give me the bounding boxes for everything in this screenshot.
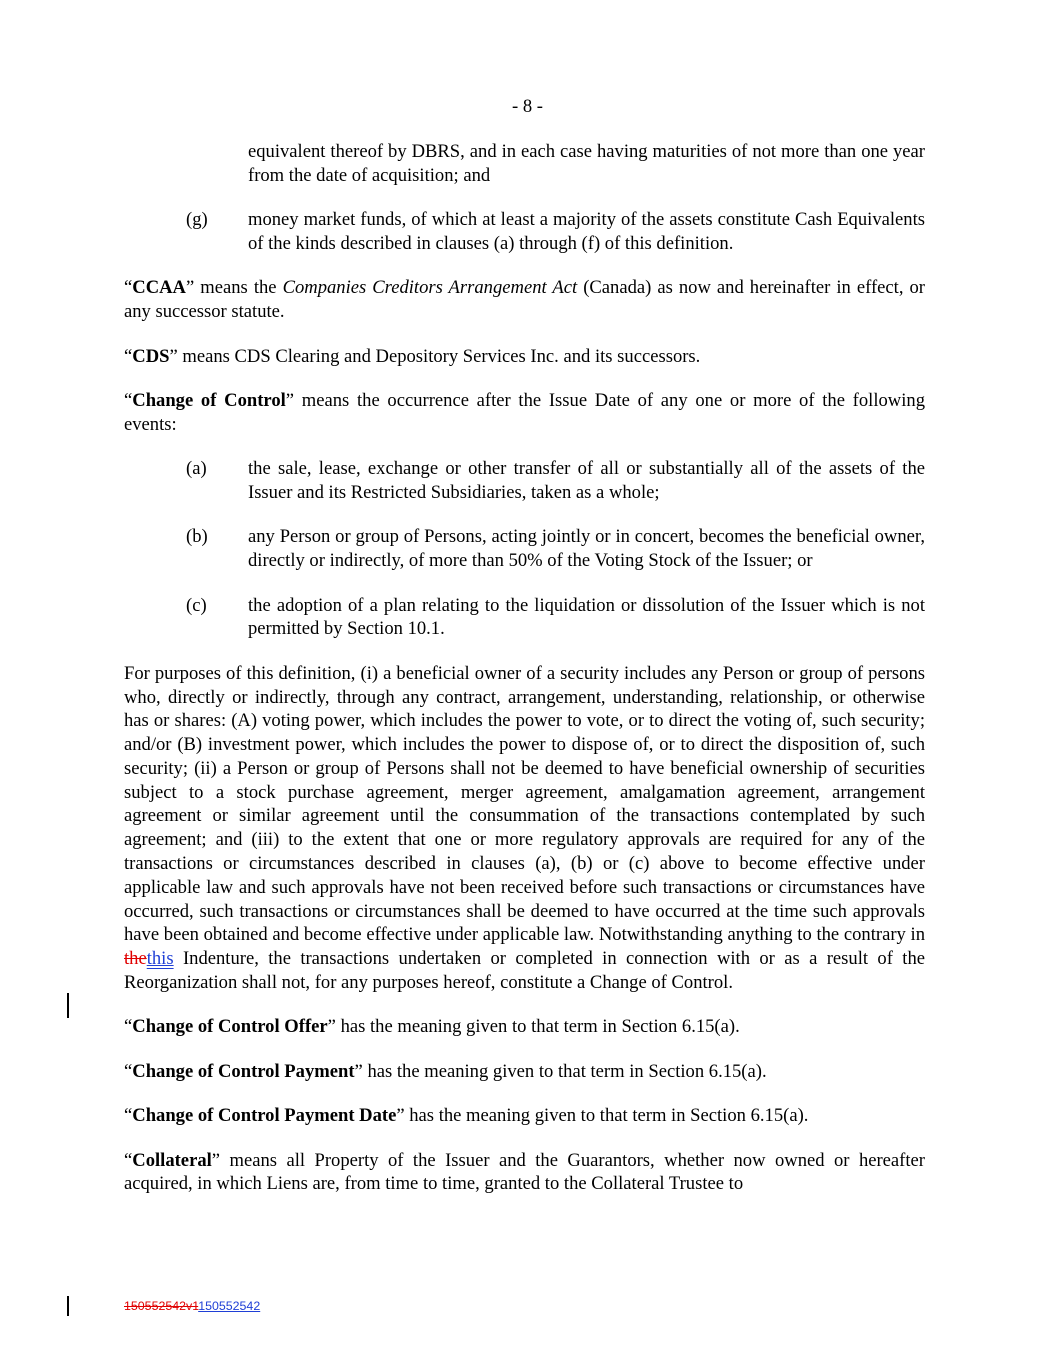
open-quote: “ xyxy=(124,1060,133,1082)
defined-term: CCAA xyxy=(132,277,186,299)
open-quote: “ xyxy=(124,1149,133,1171)
clause-c xyxy=(124,594,925,642)
definition-cds xyxy=(124,345,925,369)
close-quote: ” xyxy=(285,389,295,411)
document-body xyxy=(124,140,925,1217)
open-quote: “ xyxy=(124,277,133,299)
purposes-paragraph xyxy=(124,662,925,995)
tracked-insertion: this xyxy=(146,948,174,970)
definition-ccaa xyxy=(124,276,925,324)
footer-change-bar xyxy=(67,1296,69,1316)
definition-coc-payment xyxy=(124,1060,925,1084)
clause-label: (c) xyxy=(186,594,207,616)
definition-text: (Canada) as now and hereinafter in effect, or any successor statute. xyxy=(124,277,925,323)
clause-label: (a) xyxy=(186,458,207,480)
clause-label: (b) xyxy=(186,526,208,548)
definition-coc-offer xyxy=(124,1015,925,1039)
definition-coc-payment-date xyxy=(124,1104,925,1128)
definition-text: has the meaning given to that term in Section 6.15(a). xyxy=(362,1060,767,1082)
tracked-insertion: 150552542 xyxy=(198,1299,261,1313)
act-title: Companies Creditors Arrangement Act xyxy=(282,277,578,299)
defined-term: Change of Control Offer xyxy=(132,1016,328,1038)
change-bar xyxy=(67,993,69,1018)
definition-text: means the xyxy=(194,277,283,299)
clause-text: any Person or group of Persons, acting jointly or in concert, becomes the beneficial owner, directly or indirectly, of more than 50% of the Voting Stock of the Issuer; or xyxy=(248,526,925,572)
open-quote: “ xyxy=(124,1105,133,1127)
continued-clause-text: equivalent thereof by DBRS, and in each case having maturities of not more than one year from the date of acquisition; and xyxy=(248,141,925,186)
defined-term: Collateral xyxy=(132,1149,212,1171)
paragraph-text: Indenture, the transactions undertaken or completed in connection with or as a result of the Reorganization shall not, for any purposes hereof, constitute a Change of Control. xyxy=(124,948,925,994)
clause-text: money market funds, of which at least a majority of the assets constitute Cash Equivalents of the kinds described in clauses (a) through (f) of this definition. xyxy=(248,209,925,254)
page-number: - 8 - xyxy=(512,96,543,117)
defined-term: Change of Control xyxy=(132,389,286,411)
document-footer-id xyxy=(124,1298,260,1314)
clause-text: the sale, lease, exchange or other transfer of all or substantially all of the assets of the Issuer and its Restricted Subsidiaries, taken as a whole; xyxy=(248,458,925,503)
definition-change-of-control xyxy=(124,389,925,437)
defined-term: Change of Control Payment xyxy=(132,1060,355,1082)
definition-text: means CDS Clearing and Depository Services Inc. and its successors. xyxy=(177,345,701,367)
open-quote: “ xyxy=(124,389,133,411)
clause-text: the adoption of a plan relating to the liquidation or dissolution of the Issuer which is not permitted by Section 10.1. xyxy=(248,594,925,640)
tracked-deletion: the xyxy=(124,948,147,970)
paragraph-text: For purposes of this definition, (i) a beneficial owner of a security includes any Person or group of persons who, directly or indirectly, through any contract, arrangement, understanding, relationship, or otherwise has or shares: (A) voting power, which includes the power to vote, or to direct the voting of, such security; and/or (B) investment power, which includes the power to dispose of, or to direct the disposition of, such security; (ii) a Person or group of Persons shall not be deemed to have beneficial ownership of securities subject to a stock purchase agreement, merger agreement, amalgamation agreement, arrangement agreement or similar agreement until the consummation of the transactions contemplated by such agreement; and (iii) to the extent that one or more regulatory approvals are required for any of the transactions or circumstances described in clauses (a), (b) or (c) above to become effective under applicable law and such approvals have not been received before such transactions or circumstances have occurred, such transactions or circumstances shall be deemed to have occurred at the time such approvals have been obtained and become effective under applicable law. Notwithstanding anything to the contrary in xyxy=(124,662,925,946)
open-quote: “ xyxy=(124,345,133,367)
definition-text: means the occurrence after the Issue Date of any one or more of the following events: xyxy=(124,389,925,435)
definition-collateral xyxy=(124,1149,925,1197)
open-quote: “ xyxy=(124,1016,133,1038)
close-quote: ” xyxy=(169,345,178,367)
close-quote: ” xyxy=(327,1016,336,1038)
definition-text: has the meaning given to that term in Section 6.15(a). xyxy=(335,1016,740,1038)
clause-g xyxy=(124,208,925,256)
close-quote: ” xyxy=(354,1060,363,1082)
definition-text: has the meaning given to that term in Section 6.15(a). xyxy=(404,1105,809,1127)
close-quote: ” xyxy=(185,277,195,299)
close-quote: ” xyxy=(211,1149,221,1171)
clause-a xyxy=(124,457,925,505)
clause-label: (g) xyxy=(186,209,208,231)
defined-term: CDS xyxy=(132,345,170,367)
close-quote: ” xyxy=(396,1105,405,1127)
definition-text: means all Property of the Issuer and the Guarantors, whether now owned or hereafter acquired, in which Liens are, from time to time, granted to the Collateral Trustee to xyxy=(124,1149,925,1195)
defined-term: Change of Control Payment Date xyxy=(132,1105,397,1127)
tracked-deletion: 150552542v1 xyxy=(124,1299,199,1313)
clause-b xyxy=(124,525,925,573)
